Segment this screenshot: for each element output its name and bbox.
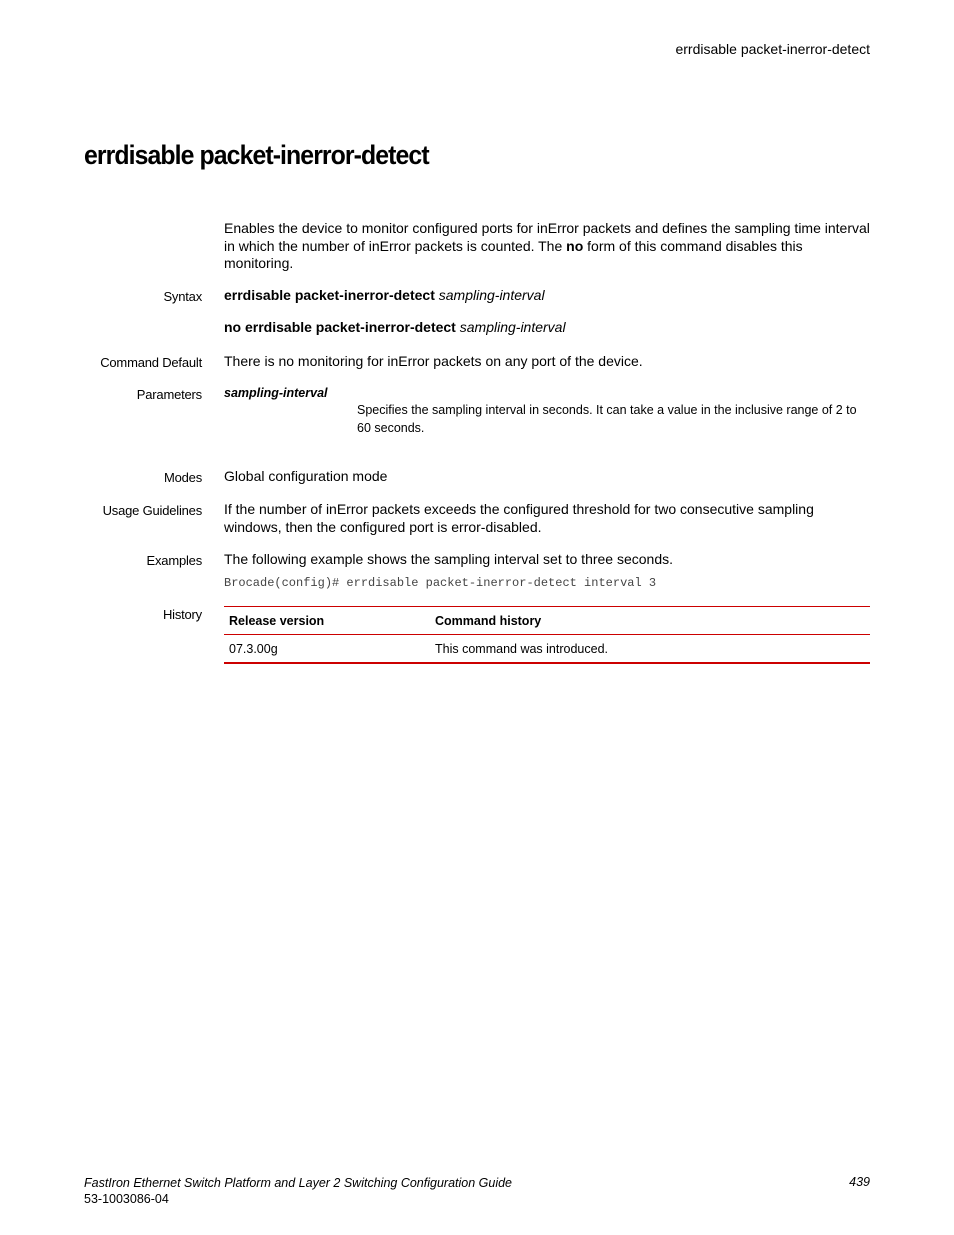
command-default-text: There is no monitoring for inError packets on any port of the device. [224,353,643,369]
parameter-description: Specifies the sampling interval in seconds. It can take a value in the inclusive range of 2 to 60 seconds. [357,403,857,435]
running-header: errdisable packet-inerror-detect [675,41,870,57]
history-release-cell: 07.3.00g [229,641,278,656]
usage-guidelines-text: If the number of inError packets exceeds the configured threshold for two consecutive sampling windows, then the configured port is error-disabled. [224,501,814,535]
label-examples: Examples [146,553,202,568]
footer-left [84,1175,512,1207]
examples-text: The following example shows the sampling interval set to three seconds. [224,551,674,567]
description-bold: no [566,237,584,254]
example-code: Brocade(config)# errdisable packet-inerror-detect interval 3 [224,576,657,590]
label-command-default: Command Default [100,355,202,370]
footer-doc-number: 53-1003086-04 [84,1192,169,1206]
parameter-name: sampling-interval [224,386,328,400]
page-title: errdisable packet-inerror-detect [84,140,429,170]
syntax-line-1 [224,287,870,305]
history-header-command: Command history [435,613,542,628]
label-usage-guidelines: Usage Guidelines [102,503,202,518]
history-table [224,606,870,664]
footer-guide-title: FastIron Ethernet Switch Platform and Layer 2 Switching Configuration Guide [84,1176,512,1190]
label-syntax: Syntax [163,289,202,304]
modes-text: Global configuration mode [224,468,388,484]
footer-page-number: 439 [849,1175,870,1189]
label-parameters: Parameters [136,387,202,402]
syntax-line-2 [224,319,870,337]
syntax-command-2: no errdisable packet-inerror-detect [224,319,456,335]
label-modes: Modes [163,470,202,485]
label-history: History [162,607,202,622]
syntax-argument-2: sampling-interval [459,319,566,335]
history-header-release: Release version [229,613,325,628]
description-part2: form of this command disables this monitoring. [224,237,803,271]
history-header-row [224,607,870,635]
command-description [224,220,870,273]
history-command-cell: This command was introduced. [435,641,608,656]
syntax-argument-1: sampling-interval [438,287,545,303]
description-part1: Enables the device to monitor configured ports for inError packets and defines the sampling time interval in which the number of inError packets is counted. The [224,220,870,254]
table-row [224,635,870,664]
syntax-command-1: errdisable packet-inerror-detect [224,287,435,303]
